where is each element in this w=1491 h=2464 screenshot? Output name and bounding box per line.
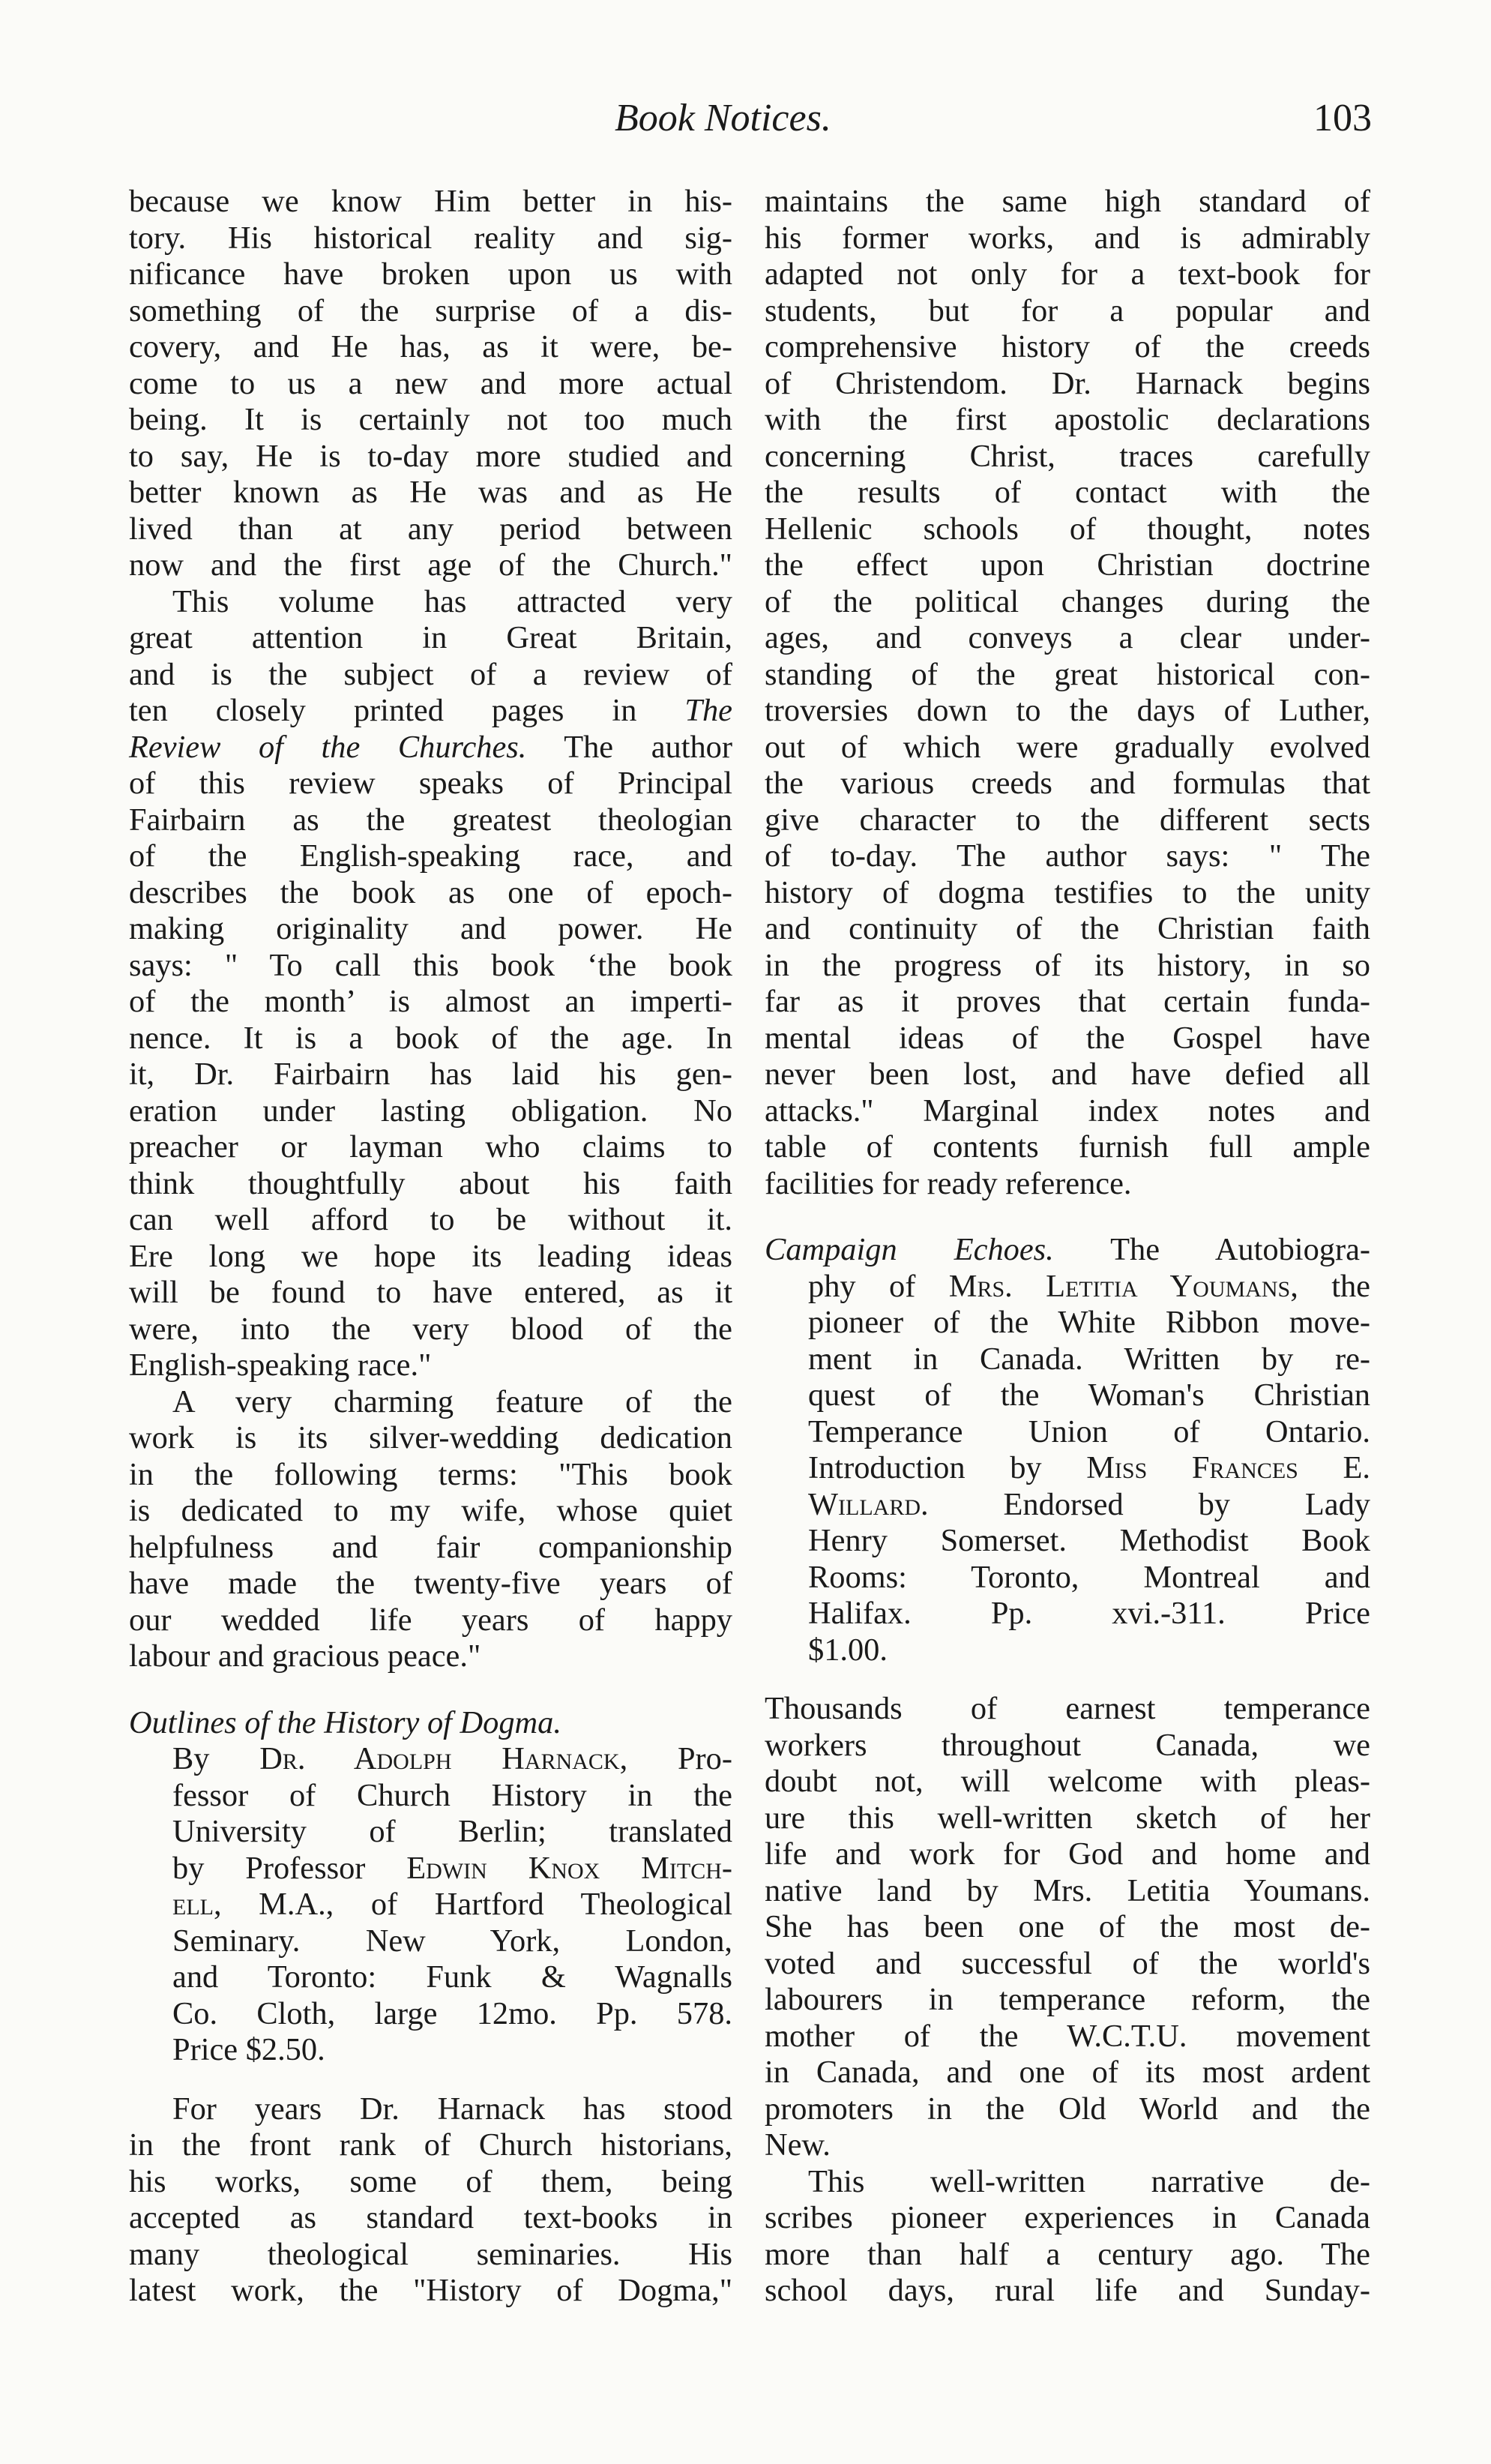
text-line: describes the book as one of epoch- — [129, 874, 732, 910]
text-line: comprehensive history of the creeds — [765, 329, 1370, 364]
section-spacer — [129, 1675, 732, 1705]
text-line: ment in Canada. Written by re- — [808, 1341, 1370, 1377]
book-title: Campaign Echoes. — [765, 1232, 1054, 1267]
text-line: it, Dr. Fairbairn has laid his gen- — [129, 1057, 732, 1092]
text-line: think thoughtfully about his faith — [129, 1165, 732, 1201]
text-line: ure this well-written sketch of her — [765, 1800, 1370, 1836]
text-line: the various creeds and formulas that — [765, 766, 1370, 801]
translator-name: Edwin Knox Mitch- — [406, 1850, 732, 1886]
text-line: lived than at any period between — [129, 511, 732, 547]
text-line: labour and gracious peace." — [129, 1638, 481, 1674]
text-line: $1.00. — [808, 1632, 888, 1668]
text-line: and Toronto: Funk & Wagnalls — [172, 1959, 732, 1995]
text-line: the results of contact with the — [765, 475, 1370, 510]
text-line: never been lost, and have defied all — [765, 1057, 1370, 1092]
text-line: New. — [765, 2127, 831, 2163]
text-line: native land by Mrs. Letitia Youmans. — [765, 1872, 1370, 1908]
text-line: doubt not, will welcome with pleas- — [765, 1764, 1370, 1799]
text-line: of the month’ is almost an imperti- — [129, 984, 732, 1019]
text-line: phy of Mrs. Letitia Youmans, the — [808, 1268, 1371, 1304]
text-line: Thousands of earnest temperance — [765, 1691, 1370, 1726]
paragraph-narrative — [765, 2164, 1370, 2310]
text-line: the effect upon Christian doctrine — [765, 547, 1370, 583]
paragraph-youmans-review — [765, 1691, 1370, 2164]
left-column — [129, 184, 732, 2310]
text-line: workers throughout Canada, we — [765, 1727, 1370, 1763]
text-line: life and work for God and home and — [765, 1836, 1370, 1872]
text-line: better known as He was and as He — [129, 475, 732, 510]
text-line: will be found to have entered, as it — [129, 1275, 732, 1310]
text-line: standing of the great historical con- — [765, 656, 1370, 692]
text-line: many theological seminaries. His — [129, 2236, 732, 2272]
text-line: being. It is certainly not too much — [129, 402, 732, 437]
text-line: promoters in the Old World and the — [765, 2091, 1370, 2127]
text-line: by Professor Edwin Knox Mitch- — [172, 1850, 732, 1886]
text-line: labourers in temperance reform, the — [765, 1982, 1370, 2017]
text-line: far as it proves that certain funda- — [765, 984, 1370, 1019]
text-line: pioneer of the White Ribbon move- — [808, 1305, 1370, 1340]
text-line: have made the twenty-five years of — [129, 1566, 732, 1601]
text-line: ages, and conveys a clear under- — [765, 620, 1370, 655]
text-line: history of dogma testifies to the unity — [765, 874, 1370, 910]
text-line: Willard. Endorsed by Lady — [808, 1486, 1370, 1522]
text-line: This volume has attracted very — [172, 583, 732, 619]
paragraph-continued-quote — [129, 184, 732, 584]
text-line: Campaign Echoes. The Autobiogra- — [765, 1232, 1371, 1267]
text-line: eration under lasting obligation. No — [129, 1093, 732, 1129]
paragraph-harnack-review — [129, 2091, 732, 2310]
book-notice-youmans — [765, 1232, 1370, 1668]
book-title: Outlines of the History of Dogma. — [129, 1704, 561, 1740]
text-line: work is its silver-wedding dedication — [129, 1420, 732, 1455]
text-line: Introduction by Miss Frances E. — [808, 1450, 1370, 1485]
text-line: preacher or layman who claims to — [129, 1129, 732, 1165]
text-line: concerning Christ, traces carefully — [765, 438, 1370, 474]
text-line: For years Dr. Harnack has stood — [172, 2091, 732, 2127]
introducer-name: Miss Frances E. — [1086, 1450, 1370, 1485]
section-spacer — [765, 1202, 1370, 1232]
running-head — [615, 96, 1372, 148]
text-line: in the following terms: "This book — [129, 1456, 732, 1492]
text-line: something of the surprise of a dis- — [129, 292, 732, 328]
text-line: were, into the very blood of the — [129, 1311, 732, 1347]
text-line: By Dr. Adolph Harnack, Pro- — [172, 1741, 732, 1776]
text-line: Rooms: Toronto, Montreal and — [808, 1559, 1370, 1595]
right-column — [765, 184, 1370, 2310]
text-line: and continuity of the Christian faith — [765, 911, 1370, 946]
text-line: more than half a century ago. The — [765, 2236, 1370, 2272]
text-line: of the political changes during the — [765, 583, 1370, 619]
text-line: out of which were gradually evolved — [765, 729, 1370, 765]
text-line: She has been one of the most de- — [765, 1909, 1370, 1944]
text-line: Ere long we hope its leading ideas — [129, 1238, 732, 1274]
text-line: with the first apostolic declarations — [765, 402, 1370, 437]
text-line: of to-day. The author says: " The — [765, 838, 1370, 874]
text-line: ten closely printed pages in The — [129, 693, 732, 728]
text-line: our wedded life years of happy — [129, 1602, 732, 1638]
text-line: University of Berlin; translated — [172, 1814, 732, 1849]
text-line: voted and successful of the world's — [765, 1945, 1370, 1981]
text-line: in Canada, and one of its most ardent — [765, 2055, 1370, 2090]
book-notice-harnack — [129, 1705, 732, 2069]
paragraph-harnack-continued — [765, 184, 1370, 1202]
text-line: is dedicated to my wife, whose quiet — [129, 1493, 732, 1528]
section-spacer — [765, 1668, 1370, 1691]
text-line: This well-written narrative de- — [808, 2163, 1370, 2199]
text-line: A very charming feature of the — [172, 1383, 732, 1419]
periodical-title: The — [684, 693, 732, 728]
text-line: of Christendom. Dr. Harnack begins — [765, 365, 1370, 401]
text-line: in the progress of its history, in so — [765, 947, 1370, 983]
text-line: Henry Somerset. Methodist Book — [808, 1523, 1370, 1558]
text-line: and is the subject of a review of — [129, 656, 732, 692]
text-line: great attention in Great Britain, — [129, 620, 732, 655]
author-name: Mrs. Letitia Youmans — [948, 1268, 1291, 1304]
text-line: nence. It is a book of the age. In — [129, 1020, 732, 1056]
text-line: to say, He is to-day more studied and — [129, 438, 732, 474]
text-line: students, but for a popular and — [765, 292, 1370, 328]
paragraph-dedication — [129, 1384, 732, 1675]
paragraph-review — [129, 584, 732, 1384]
text-line — [129, 1705, 732, 1742]
text-line: because we know Him better in his- — [129, 184, 732, 219]
text-line: helpfulness and fair companionship — [129, 1529, 732, 1565]
text-line: Hellenic schools of thought, notes — [765, 511, 1370, 547]
text-line: covery, and He has, as it were, be- — [129, 329, 732, 364]
text-line: his works, some of them, being — [129, 2163, 732, 2199]
text-line: come to us a new and more actual — [129, 365, 732, 401]
running-head-title: Book Notices. — [615, 97, 831, 139]
text-line: adapted not only for a text-book for — [765, 256, 1370, 292]
text-line: can well afford to be without it. — [129, 1202, 732, 1237]
text-line: accepted as standard text-books in — [129, 2200, 732, 2235]
text-line: ell, M.A., of Hartford Theological — [172, 1887, 732, 1922]
text-line: fessor of Church History in the — [172, 1777, 732, 1813]
text-line: Fairbairn as the greatest theologian — [129, 802, 732, 838]
text-line: mental ideas of the Gospel have — [765, 1020, 1370, 1056]
text-line: Temperance Union of Ontario. — [808, 1413, 1370, 1449]
text-line: of this review speaks of Principal — [129, 766, 732, 801]
text-line: scribes pioneer experiences in Canada — [765, 2200, 1370, 2235]
text-line: of the English-speaking race, and — [129, 838, 732, 874]
text-line: mother of the W.C.T.U. movement — [765, 2018, 1370, 2054]
text-line: Review of the Churches. The author — [129, 729, 732, 765]
text-line: attacks." Marginal index notes and — [765, 1093, 1370, 1129]
text-line: now and the first age of the Church." — [129, 547, 732, 583]
page-number: 103 — [1313, 97, 1372, 139]
text-line: school days, rural life and Sunday- — [765, 2273, 1370, 2308]
periodical-title: Review of the Churches. — [129, 729, 527, 765]
text-line: making originality and power. He — [129, 911, 732, 946]
text-line: English-speaking race." — [129, 1347, 432, 1383]
text-line: Seminary. New York, London, — [172, 1923, 732, 1959]
text-line: troversies down to the days of Luther, — [765, 693, 1370, 728]
text-line: Co. Cloth, large 12mo. Pp. 578. — [172, 1995, 732, 2031]
text-line: table of contents furnish full ample — [765, 1129, 1370, 1165]
author-name: Dr. Adolph Harnack — [259, 1741, 620, 1776]
text-line: in the front rank of Church historians, — [129, 2127, 732, 2163]
text-line: tory. His historical reality and sig- — [129, 220, 732, 256]
text-line: nificance have broken upon us with — [129, 256, 732, 292]
section-spacer — [129, 2069, 732, 2091]
text-line: his former works, and is admirably — [765, 220, 1370, 256]
text-line: give character to the different sects — [765, 802, 1370, 838]
text-line: says: " To call this book ‘the book — [129, 947, 732, 983]
text-line: quest of the Woman's Christian — [808, 1377, 1370, 1413]
text-line: Halifax. Pp. xvi.-311. Price — [808, 1596, 1370, 1631]
text-line: maintains the same high standard of — [765, 184, 1370, 219]
text-line: Price $2.50. — [172, 2032, 325, 2067]
text-line: facilities for ready reference. — [765, 1165, 1132, 1201]
text-line: latest work, the "History of Dogma," — [129, 2273, 732, 2308]
